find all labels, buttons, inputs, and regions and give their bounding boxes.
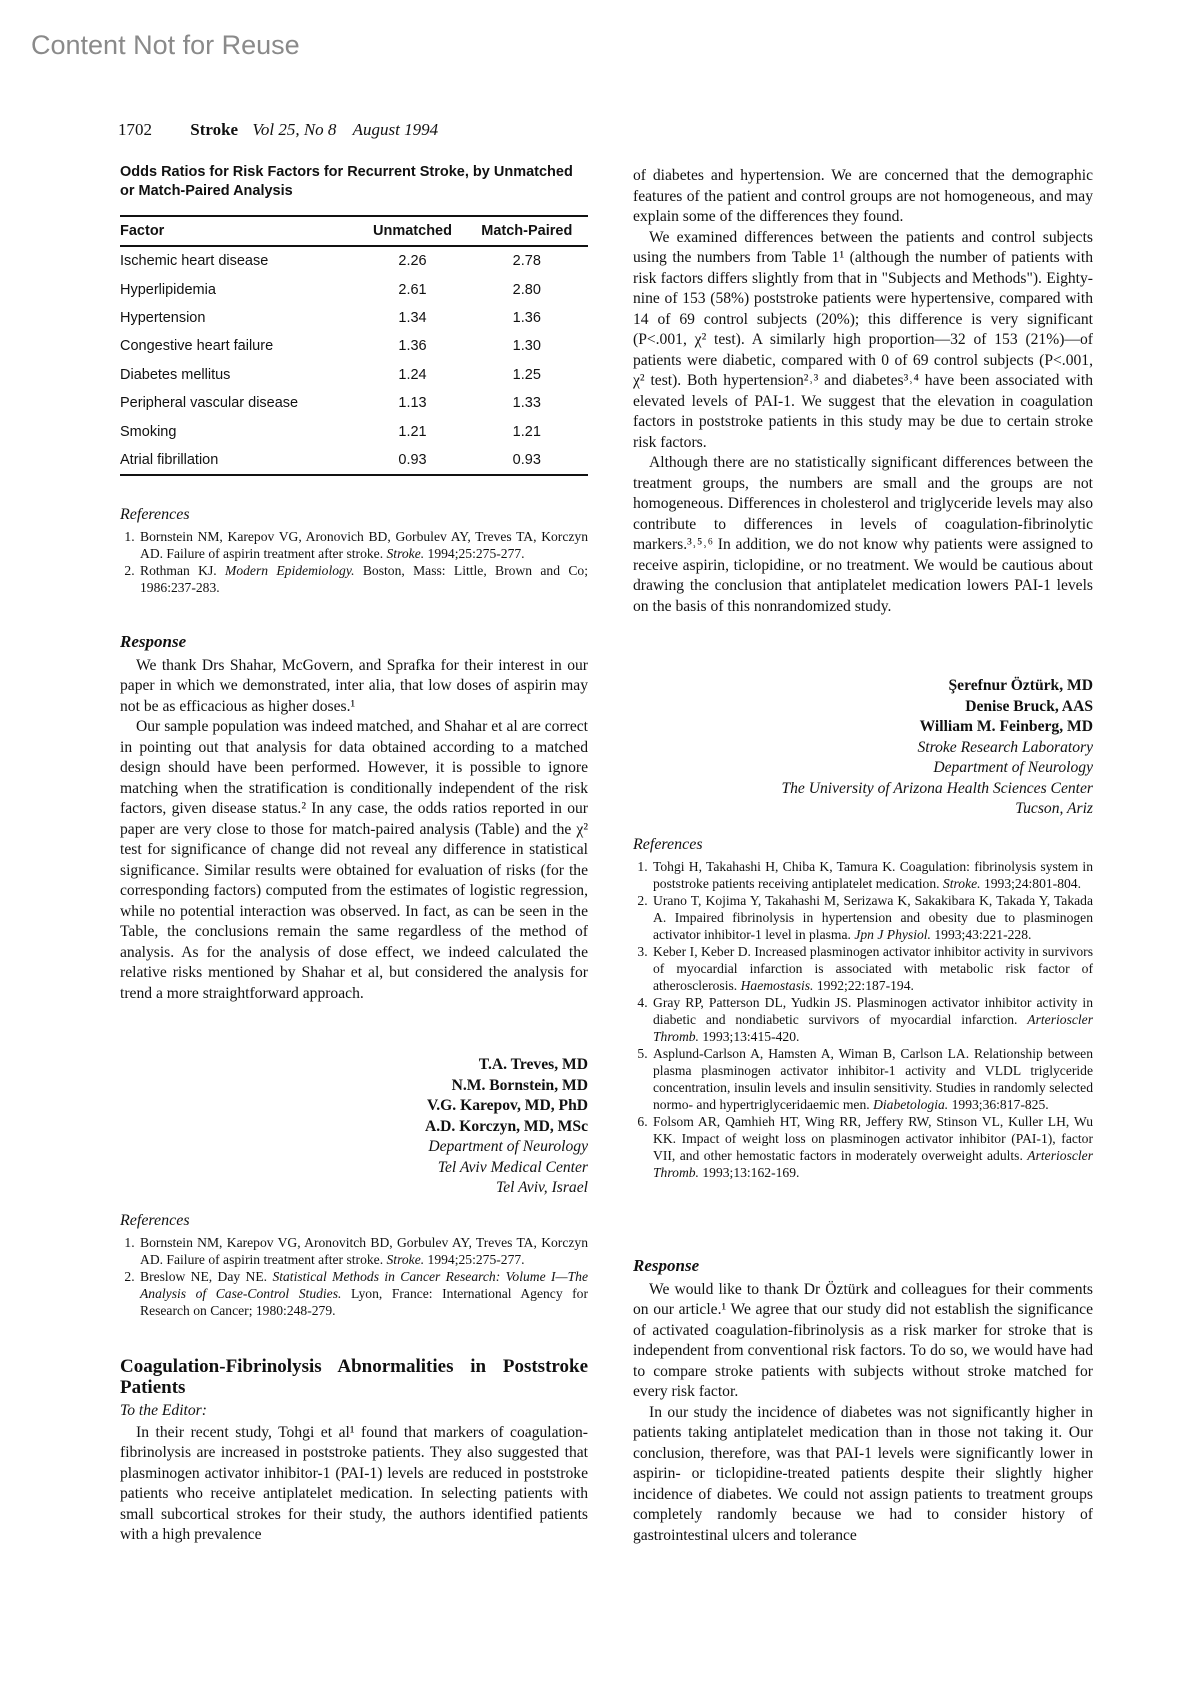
journal-name: Stroke (190, 120, 239, 139)
salutation: To the Editor: (120, 1402, 207, 1419)
reference-text: 1993;36:817-825. (948, 1097, 1049, 1112)
journal-date: August 1994 (352, 120, 439, 139)
reference-text: 1993;24:801-804. (980, 876, 1081, 891)
references-section-1 (120, 506, 588, 596)
affiliation-line: Department of Neurology (933, 759, 1093, 776)
reference-text: Gray RP, Patterson DL, Yudkin JS. Plasminogen activator inhibitor activity in diabetic and nondiabetic survivors of myocardial infarction. (653, 995, 1093, 1027)
match-paired-cell: 1.36 (512, 309, 541, 326)
reference-item (138, 1268, 588, 1319)
affiliation-line: Tel Aviv, Israel (496, 1179, 588, 1196)
reference-text: 1993;13:415-420. (698, 1029, 800, 1044)
reference-source: Stroke. (386, 1252, 425, 1267)
reference-item (651, 1045, 1093, 1113)
reference-source: Arterioscler Thromb. (653, 1012, 1093, 1044)
author-name: V.G. Karepov, MD, PhD (427, 1097, 588, 1114)
table-row (120, 304, 588, 332)
table-row (120, 417, 588, 445)
reference-text: Boston, Mass: Little, Brown and Co; 1986:237-283. (140, 563, 588, 595)
reference-text: Keber I, Keber D. Increased plasminogen activator inhibitor activity in survivors of myocardial infarction is associated with metabolic risk factor of atherosclerosis. (653, 944, 1093, 993)
factor-cell: Atrial fibrillation (120, 446, 359, 475)
factor-cell: Ischemic heart disease (120, 253, 269, 270)
paragraph: We examined differences between the patients and control subjects using the numbers from Table 1¹ (although the number of patients with risk factors differs slightly from that in "Subjects and Methods"). Eighty-nine of 153 (58%) poststroke patients were hypertensive, compared with 14 of 69 control subjects (20%); this difference is very significant (P<.001, χ² test). A similarly high proportion—32 of 153 (21%)—of patients were diabetic, compared with 0 of 69 control subjects (P<.001, χ² test). Both hypertension²˒³ and diabetes³˒⁴ have been associated with elevated levels of PAI-1. We suggest that the elevation in coagulation factors in poststroke patients in this study may be due to certain stroke risk factors. (633, 228, 1093, 451)
unmatched-cell: 1.24 (398, 366, 427, 383)
reference-text: 1994;25:275-277. (424, 546, 525, 561)
response-section-2 (633, 1256, 1093, 1546)
reference-source: Statistical Methods in Cancer Research: Volume I—The Analysis of Case-Control Studies. (140, 1269, 588, 1301)
letter-section (120, 1356, 588, 1546)
col-header-unmatched: Unmatched (373, 223, 452, 239)
references-heading: References (633, 836, 703, 853)
match-paired-cell: 1.30 (512, 338, 541, 355)
reference-source: Modern Epidemiology. (225, 563, 355, 578)
reference-text: Rothman KJ. (140, 563, 225, 578)
reference-text: 1993;43:221-228. (930, 927, 1032, 942)
reference-list (120, 528, 588, 596)
paragraph: Our sample population was indeed matched, and Shahar et al are correct in pointing out that analysis for data obtained according to a matched design should have been performed. However, it is possible to ignore matching when the stratification is conditionally independent of the risk factors, given disease status.² In any case, the odds ratios reported in our paper are very close to those for match-paired analysis (Table) and the χ² test for significance of change did not reveal any difference in statistical significance. Similar results were obtained for evaluation of risks (for the corresponding factors) computed from the estimates of logistic regression, while no potential interaction was observed. In fact, as can be seen in the Table, the conclusions remain the same regardless of the method of analysis. As for the analysis of dose effect, we indeed calculated the relative risks mentioned by Shahar et al, but considered the analysis for trend a more straightforward approach. (120, 718, 588, 1002)
affiliation-line: Stroke Research Laboratory (917, 738, 1093, 756)
author-name: Denise Bruck, AAS (965, 697, 1093, 715)
unmatched-cell: 2.26 (398, 253, 427, 270)
odds-ratio-table-block (120, 163, 588, 476)
reference-text: Folsom AR, Qamhieh HT, Wing RR, Jeffery RW, Stinson VL, Kuller LH, Wu KK. Impact of weight loss on plasminogen activator inhibitor (PAI-1), factor VII, and other hemostatic factors in moderately overweight adults. (653, 1114, 1093, 1163)
factor-cell: Hypertension (120, 309, 206, 326)
reference-source: Jpn J Physiol. (854, 927, 931, 942)
col-header-match-paired: Match-Paired (481, 223, 573, 239)
reference-list (633, 858, 1093, 1181)
reference-item (138, 528, 588, 562)
references-section-2 (120, 1212, 588, 1319)
table-row (120, 389, 588, 417)
match-paired-cell: 2.78 (512, 253, 541, 270)
affiliation-line: Tucson, Ariz (1015, 800, 1093, 817)
references-heading: References (120, 506, 190, 523)
reference-text: 1993;13:162-169. (698, 1165, 800, 1180)
reference-item (651, 892, 1093, 943)
reference-item (651, 994, 1093, 1045)
table-title: Odds Ratios for Risk Factors for Recurrent Stroke, by Unmatched or Match-Paired Analysis (120, 164, 573, 199)
factor-cell: Smoking (120, 423, 177, 440)
unmatched-cell: 1.34 (398, 309, 427, 326)
unmatched-cell: 1.21 (398, 423, 427, 440)
author-name: Şerefnur Öztürk, MD (948, 677, 1093, 694)
page-number: 1702 (118, 120, 152, 139)
reference-text: 1992;22:187-194. (813, 978, 914, 993)
unmatched-cell: 1.36 (398, 338, 427, 355)
unmatched-cell: 0.93 (359, 446, 465, 475)
reference-text: Bornstein NM, Karepov VG, Aronovitch BD, Gorbulev AY, Treves TA, Korczyn AD. Failure of aspirin treatment after stroke. (140, 1235, 588, 1267)
references-heading: References (120, 1212, 190, 1229)
reference-text: Bornstein NM, Karepov VG, Aronovich BD, Gorbulev AY, Treves TA, Korczyn AD. Failure of aspirin treatment after stroke. (140, 529, 588, 561)
factor-cell: Peripheral vascular disease (120, 395, 299, 412)
reference-item (651, 858, 1093, 892)
reference-list (120, 1234, 588, 1319)
paragraph: We would like to thank Dr Öztürk and colleagues for their comments on our article.¹ We agree that our study did not establish the significance of activated coagulation-fibrinolysis as a risk marker for stroke that is independent from conventional risk factors. To do so, we would have had to compare stroke patients with subjects without stroke matched for every risk factor. (633, 1280, 1093, 1400)
paragraph: of diabetes and hypertension. We are concerned that the demographic features of the patient and control groups are not homogeneous, and may explain some of the differences they found. (633, 167, 1093, 225)
reference-item (138, 562, 588, 596)
affiliation-line: The University of Arizona Health Sciences Center (781, 779, 1093, 797)
reference-item (651, 943, 1093, 994)
odds-ratio-table (120, 215, 588, 476)
watermark: Content Not for Reuse (31, 30, 300, 60)
reference-text: Tohgi H, Takahashi H, Chiba K, Tamura K. Coagulation: fibrinolysis system in poststroke patients receiving antiplatelet medication. (653, 859, 1093, 891)
running-head (118, 120, 450, 140)
table-row (120, 332, 588, 360)
col-header-factor: Factor (120, 223, 165, 239)
letter-title: Coagulation-Fibrinolysis Abnormalities in Poststroke Patients (120, 1356, 588, 1398)
reference-text: Asplund-Carlson A, Hamsten A, Wiman B, Carlson LA. Relationship between plasma plasminogen activator inhibitor-1 activity and VLDL triglyceride concentration, insulin levels and insulin sensitivity. Studies in randomly selected normo- and hypertriglyceridaemic men. (653, 1046, 1093, 1112)
unmatched-cell: 2.61 (398, 281, 427, 298)
references-section-3 (633, 836, 1093, 1181)
reference-item (651, 1113, 1093, 1181)
reference-text: Lyon, France: International Agency for Research on Cancer; 1980:248-279. (140, 1286, 589, 1318)
match-paired-cell: 1.21 (512, 423, 541, 440)
reference-item (138, 1234, 588, 1268)
unmatched-cell: 1.13 (398, 395, 427, 412)
reference-source: Haemostasis. (740, 978, 814, 993)
reference-text: Breslow NE, Day NE. (140, 1269, 273, 1284)
affiliation-line: Department of Neurology (428, 1138, 588, 1155)
table-row (120, 361, 588, 389)
reference-source: Diabetologia. (873, 1097, 949, 1112)
table-row (120, 275, 588, 303)
paragraph: We thank Drs Shahar, McGovern, and Sprafka for their interest in our paper in which we demonstrated, inter alia, that low doses of aspirin may not be as efficacious as higher doses.¹ (120, 656, 588, 715)
table-row (120, 246, 588, 275)
factor-cell: Hyperlipidemia (120, 281, 216, 298)
affiliation-line: Tel Aviv Medical Center (437, 1158, 588, 1176)
response-section-1 (120, 632, 588, 1004)
author-name: N.M. Bornstein, MD (451, 1076, 588, 1094)
reference-source: Arterioscler Thromb. (653, 1148, 1093, 1180)
paragraph: In our study the incidence of diabetes was not significantly higher in patients taking antiplatelet medication than in those not taking it. Our conclusion, therefore, was that PAI-1 levels were significantly lower in aspirin- or ticlopidine-treated patients despite their slightly higher incidence of diabetes. We could not assign patients to treatment groups completely randomly because we had to consider history of gastrointestinal ulcers and tolerance (633, 1403, 1093, 1544)
signature-block-1 (120, 1055, 588, 1199)
table-row (120, 446, 588, 475)
match-paired-cell: 1.25 (512, 366, 541, 383)
reference-text: Urano T, Kojima Y, Takahashi M, Serizawa K, Sakakibara K, Takada Y, Takada A. Impaired fibrinolysis in hypertension and obesity due to plasminogen activator inhibitor-1 level in plasma. (653, 893, 1093, 942)
signature-block-2 (633, 676, 1093, 820)
match-paired-cell: 2.80 (512, 281, 541, 298)
paragraph: Although there are no statistically significant differences between the treatment groups, the numbers are small and the groups are not homogeneous. Differences in cholesterol and triglyceride levels may also contribute to differences in levels of coagulation-fibrinolytic markers.³˒⁵˒⁶ In addition, we do not know why patients were assigned to receive aspirin, ticlopidine, or no treatment. We would be cautious about drawing the conclusion that antiplatelet medication lowers PAI-1 levels on the basis of this nonrandomized study. (633, 454, 1093, 615)
factor-cell: Diabetes mellitus (120, 366, 231, 383)
response-heading: Response (120, 632, 187, 651)
journal-volume: Vol 25, No 8 (252, 120, 337, 139)
reference-text: 1994;25:275-277. (424, 1252, 525, 1267)
author-name: William M. Feinberg, MD (919, 718, 1093, 735)
match-paired-cell: 0.93 (466, 446, 588, 475)
paragraph: In their recent study, Tohgi et al¹ found that markers of coagulation-fibrinolysis are increased in poststroke patients. They also suggested that plasminogen activator inhibitor-1 (PAI-1) levels are reduced in poststroke patients who receive antiplatelet medication. In selecting patients with small subcortical strokes for their study, the authors identified patients with a high prevalence (120, 1423, 588, 1543)
author-name: A.D. Korczyn, MD, MSc (425, 1117, 588, 1135)
letter-continued (633, 166, 1093, 617)
factor-cell: Congestive heart failure (120, 338, 274, 355)
author-name: T.A. Treves, MD (478, 1056, 588, 1073)
response-heading: Response (633, 1256, 700, 1275)
match-paired-cell: 1.33 (512, 395, 541, 412)
reference-source: Stroke. (386, 546, 425, 561)
reference-source: Stroke. (942, 876, 981, 891)
